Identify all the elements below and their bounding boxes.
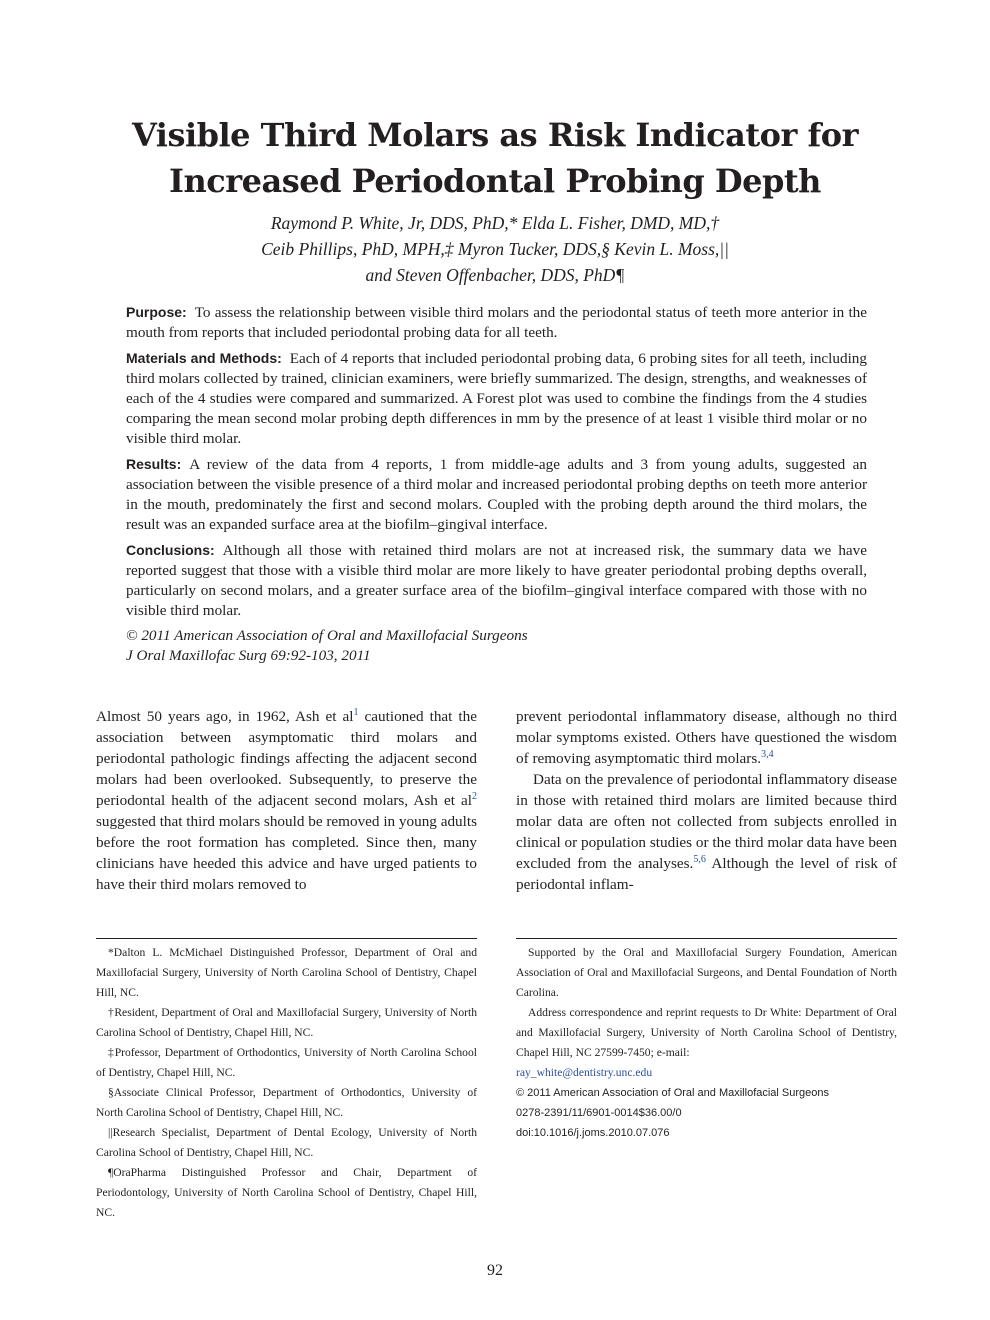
funding-note: Supported by the Oral and Maxillofacial Surgery Foundation, American Association of Oral and Maxillofacial Surgeons, and Dental Foundation of North Carolina. bbox=[516, 946, 897, 999]
footnote-divider-right bbox=[516, 938, 897, 939]
abstract-purpose bbox=[126, 302, 867, 343]
email-link[interactable]: ray_white@dentistry.unc.edu bbox=[516, 1066, 653, 1079]
article-title-line-2: Increased Periodontal Probing Depth bbox=[169, 162, 821, 200]
intro-paragraph bbox=[96, 706, 477, 895]
affiliation-footnotes bbox=[96, 943, 477, 1223]
methods-label: Materials and Methods: bbox=[126, 350, 282, 366]
authors-line-3: and Steven Offenbacher, DDS, PhD¶ bbox=[365, 265, 625, 285]
abstract-conclusions bbox=[126, 540, 867, 621]
body-column-right bbox=[516, 706, 897, 895]
results-text: A review of the data from 4 reports, 1 from middle-age adults and 3 from young adults, suggested an association between the visible presence of a third molar and increased periodontal probing depths on teeth more anterior in the mouth, predominately the first and second molars. Coupled with the probing depth around the third molars, the result was an expanded surface area at the biofilm–gingival interface. bbox=[126, 456, 867, 533]
prevalence-paragraph bbox=[516, 769, 897, 895]
intro-text-2: cautioned that the association between asymptomatic third molars and periodontal pathologic findings affecting the adjacent second molars had been overlooked. Subsequently, to preserve the periodontal health of the adjacent second molars, Ash et al bbox=[96, 708, 477, 809]
purpose-label: Purpose: bbox=[126, 304, 187, 320]
footnote-item: ‡Professor, Department of Orthodontics, University of North Carolina School of Dentistry, Chapel Hill, NC. bbox=[96, 1046, 477, 1079]
authors-line-2: Ceib Phillips, PhD, MPH,‡ Myron Tucker, DDS,§ Kevin L. Moss,|| bbox=[261, 239, 729, 259]
abstract bbox=[126, 302, 867, 666]
footnote-divider-left bbox=[96, 938, 477, 939]
ref-link[interactable]: 5,6 bbox=[693, 854, 706, 865]
ref-link[interactable]: 1 bbox=[353, 707, 359, 718]
abstract-methods bbox=[126, 348, 867, 449]
article-title bbox=[80, 112, 910, 204]
copyright-note: © 2011 American Association of Oral and Maxillofacial Surgeons bbox=[516, 1087, 830, 1099]
page-number: 92 bbox=[487, 1262, 503, 1279]
footnote-item: †Resident, Department of Oral and Maxillofacial Surgery, University of North Carolina School of Dentistry, Chapel Hill, NC. bbox=[96, 1006, 477, 1039]
methods-text: Each of 4 reports that included periodontal probing data, 6 probing sites for all teeth, including third molars collected by trained, clinician examiners, were briefly summarized. The design, strengths, and weaknesses of each of the 4 studies were compared and summarized. A Forest plot was used to combine the findings from the 4 studies comparing the mean second molar probing depth differences in mm by the presence of at least 1 visible third molar or no visible third molar. bbox=[126, 350, 867, 447]
paragraph-text: prevent periodontal inflammatory disease, although no third molar symptoms existed. Others have questioned the wisdom of removing asymptomatic third molars. bbox=[516, 708, 897, 767]
body-column-left bbox=[96, 706, 477, 895]
abstract-copyright: © 2011 American Association of Oral and Maxillofacial Surgeons bbox=[126, 627, 528, 644]
authors-line-1: Raymond P. White, Jr, DDS, PhD,* Elda L. Fisher, DMD, MD,† bbox=[270, 213, 720, 233]
abstract-results bbox=[126, 454, 867, 535]
purpose-text: To assess the relationship between visible third molars and the periodontal status of teeth more anterior in the mouth from reports that included periodontal probing data for all teeth. bbox=[126, 304, 867, 341]
correspondence-note: Address correspondence and reprint requests to Dr White: Department of Oral and Maxillofacial Surgery, University of North Carolina School of Dentistry, Chapel Hill, NC 27599-7450; e-mail: bbox=[516, 1006, 897, 1059]
intro-text-3: suggested that third molars should be removed in young adults before the root formation has completed. Since then, many clinicians have heeded this advice and have urged patients to have their third molars removed to bbox=[96, 813, 477, 893]
doi-link[interactable]: doi:10.1016/j.joms.2010.07.076 bbox=[516, 1127, 670, 1139]
paragraph-continued bbox=[516, 706, 897, 769]
journal-citation: J Oral Maxillofac Surg 69:92-103, 2011 bbox=[126, 647, 371, 664]
footnote-item: *Dalton L. McMichael Distinguished Professor, Department of Oral and Maxillofacial Surgery, University of North Carolina School of Dentistry, Chapel Hill, NC. bbox=[96, 946, 477, 999]
article-info-footnotes bbox=[516, 943, 897, 1143]
ref-link[interactable]: 2 bbox=[472, 791, 477, 802]
footnote-item: ||Research Specialist, Department of Dental Ecology, University of North Carolina School of Dentistry, Chapel Hill, NC. bbox=[96, 1126, 477, 1159]
results-label: Results: bbox=[126, 456, 182, 472]
intro-text-1: Almost 50 years ago, in 1962, Ash et al bbox=[96, 708, 354, 725]
author-list bbox=[120, 210, 870, 288]
paragraph-text: Data on the prevalence of periodontal inflammatory disease in those with retained third molars are limited because third molar data are often not collected from subjects enrolled in clinical or population studies or the third molar data have been excluded from the analyses. bbox=[516, 771, 897, 872]
paragraph-text-tail: Although the level of risk of periodontal inflam- bbox=[516, 855, 897, 893]
footnote-item: ¶OraPharma Distinguished Professor and Chair, Department of Periodontology, University of North Carolina School of Dentistry, Chapel Hill, NC. bbox=[96, 1166, 477, 1219]
article-title-line-1: Visible Third Molars as Risk Indicator for bbox=[132, 116, 858, 154]
conclusions-text: Although all those with retained third molars are not at increased risk, the summary data we have reported suggest that those with a visible third molar are more likely to have greater periodontal probing depths overall, particularly on second molars, and a greater surface area of the biofilm–gingival interface compared with those with no visible third molar. bbox=[126, 542, 867, 619]
ref-link[interactable]: 3,4 bbox=[761, 749, 774, 760]
footnote-item: §Associate Clinical Professor, Department of Orthodontics, University of North Carolina School of Dentistry, Chapel Hill, NC. bbox=[96, 1086, 477, 1119]
issn-note: 0278-2391/11/6901-0014$36.00/0 bbox=[516, 1107, 682, 1119]
conclusions-label: Conclusions: bbox=[126, 542, 215, 558]
